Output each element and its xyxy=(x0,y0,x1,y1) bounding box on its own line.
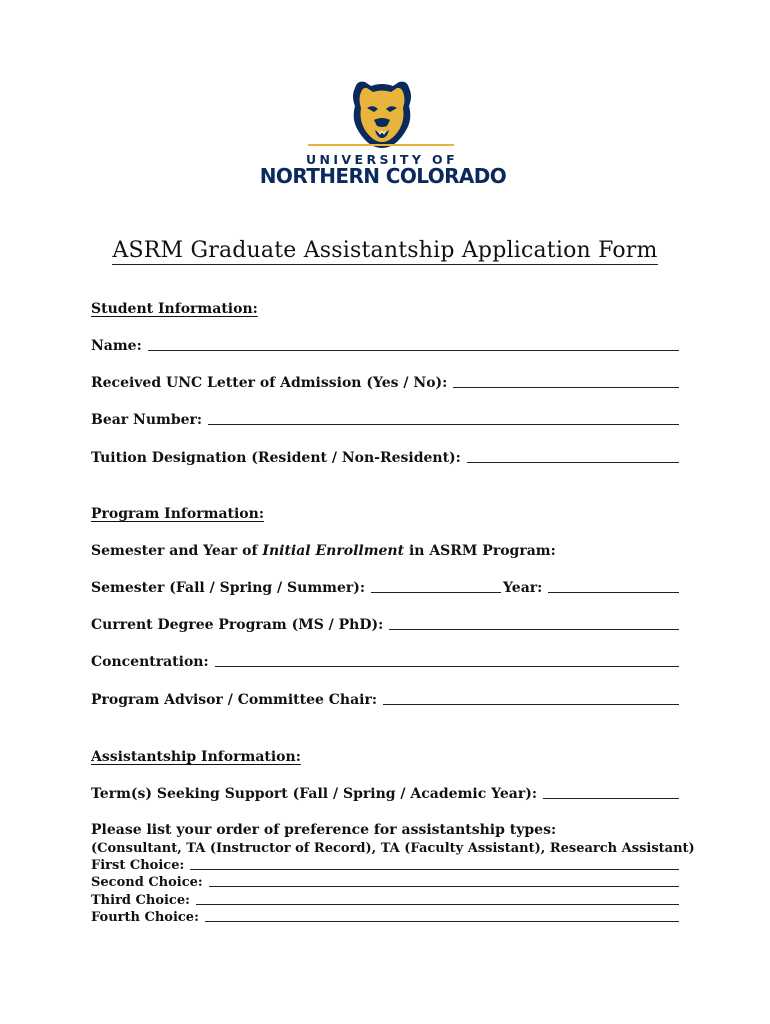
bear-number-field[interactable] xyxy=(208,423,679,425)
logo-university-of: UNIVERSITY OF xyxy=(305,152,459,167)
preference-types: (Consultant, TA (Instructor of Record), TA (Faculty Assistant), Research Assistant) xyxy=(91,841,695,856)
tuition-field[interactable] xyxy=(467,461,679,463)
first-choice-label: First Choice: xyxy=(91,858,185,873)
terms-label: Term(s) Seeking Support (Fall / Spring / Academic Year): xyxy=(91,786,538,802)
preference-intro: Please list your order of preference for assistantship types: xyxy=(91,822,557,838)
name-field[interactable] xyxy=(148,349,679,351)
second-choice-label: Second Choice: xyxy=(91,875,203,890)
enroll-post: in ASRM Program: xyxy=(404,543,556,559)
admission-field[interactable] xyxy=(453,386,679,388)
advisor-field[interactable] xyxy=(383,703,679,705)
semester-label: Semester (Fall / Spring / Summer): xyxy=(91,580,366,596)
form-title: ASRM Graduate Assistantship Application Form xyxy=(112,238,658,263)
third-choice-row xyxy=(91,893,679,908)
semester-field[interactable] xyxy=(371,591,501,593)
degree-field[interactable] xyxy=(389,628,679,630)
concentration-label: Concentration: xyxy=(91,654,209,670)
logo-gold-rule xyxy=(308,144,454,146)
first-choice-row xyxy=(91,858,679,873)
university-logo xyxy=(0,0,770,200)
fourth-choice-label: Fourth Choice: xyxy=(91,910,199,925)
fourth-choice-row xyxy=(91,910,679,925)
admission-field-row xyxy=(91,375,679,391)
terms-field[interactable] xyxy=(543,797,679,799)
second-choice-row xyxy=(91,875,679,890)
name-label: Name: xyxy=(91,338,142,354)
bear-number-row xyxy=(91,412,679,428)
bear-mascot-icon xyxy=(347,78,417,150)
degree-row xyxy=(91,617,679,633)
bear-number-label: Bear Number: xyxy=(91,412,203,428)
concentration-field[interactable] xyxy=(215,665,679,667)
admission-label: Received UNC Letter of Admission (Yes / No): xyxy=(91,375,448,391)
enroll-pre: Semester and Year of xyxy=(91,543,263,559)
degree-label: Current Degree Program (MS / PhD): xyxy=(91,617,384,633)
enroll-em: Initial Enrollment xyxy=(262,543,405,559)
enrollment-heading xyxy=(91,543,556,559)
section-assistantship-heading: Assistantship Information: xyxy=(91,749,301,765)
tuition-row xyxy=(91,450,679,466)
form-title-wrap xyxy=(0,238,770,263)
year-label: Year: xyxy=(503,580,543,596)
advisor-label: Program Advisor / Committee Chair: xyxy=(91,692,378,708)
year-field[interactable] xyxy=(548,591,679,593)
second-choice-field[interactable] xyxy=(209,885,679,887)
advisor-row xyxy=(91,692,679,708)
section-program-heading: Program Information: xyxy=(91,506,264,522)
terms-row xyxy=(91,786,679,802)
name-field-row xyxy=(91,338,679,354)
first-choice-field[interactable] xyxy=(190,868,679,870)
semester-year-row xyxy=(91,580,679,596)
third-choice-label: Third Choice: xyxy=(91,893,190,908)
third-choice-field[interactable] xyxy=(196,903,679,905)
concentration-row xyxy=(91,654,679,670)
tuition-label: Tuition Designation (Resident / Non-Resident): xyxy=(91,450,461,466)
fourth-choice-field[interactable] xyxy=(205,920,679,922)
section-student-heading: Student Information: xyxy=(91,301,258,317)
logo-northern-colorado: NORTHERN COLORADO xyxy=(259,164,507,188)
